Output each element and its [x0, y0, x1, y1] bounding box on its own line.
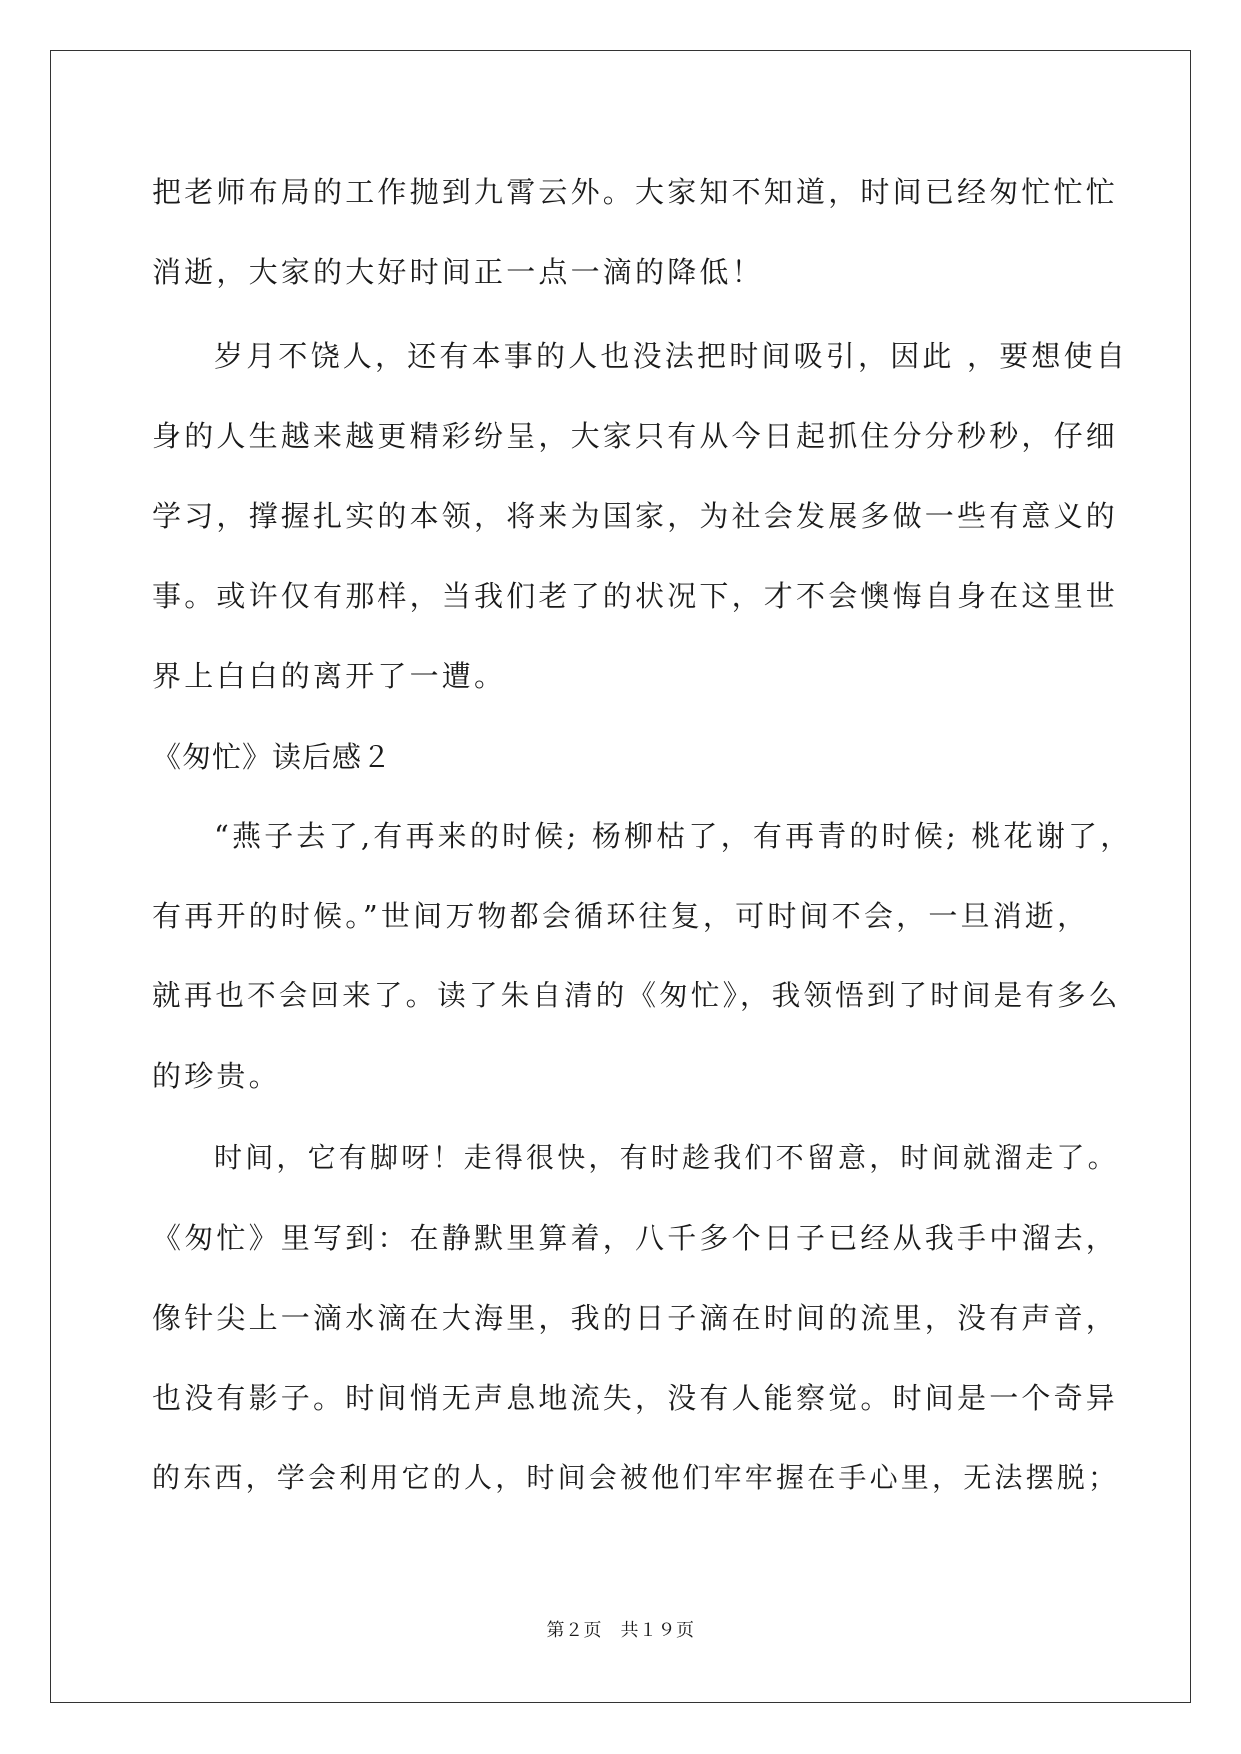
page-border	[50, 50, 1191, 1703]
text-line: 学习，撑握扎实的本领，将来为国家，为社会发展多做一些有意义的	[152, 499, 1119, 533]
text-line: 也没有影子。时间悄无声息地流失，没有人能察觉。时间是一个奇异	[152, 1381, 1119, 1415]
text-line: 《匆忙》里写到：在静默里算着，八千多个日子已经从我手中溜去，	[152, 1221, 1119, 1255]
text-line: 像针尖上一滴水滴在大海里，我的日子滴在时间的流里，没有声音，	[152, 1301, 1119, 1335]
text-line: 事。或许仅有那样，当我们老了的状况下，才不会懊悔自身在这里世	[152, 579, 1119, 613]
paragraph-start-line: 岁月不饶人，还有本事的人也没法把时间吸引，因此 ，要想使自	[214, 339, 1129, 373]
page-footer: 第２页 共１９页	[546, 1620, 695, 1641]
text-line: 界上白白的离开了一遭。	[152, 659, 507, 693]
text-line: 就再也不会回来了。读了朱自清的《匆忙》，我领悟到了时间是有多么	[152, 979, 1121, 1012]
text-line: 有再开的时候。”世间万物都会循环往复，可时间不会，一旦消逝，	[152, 899, 1090, 933]
text-line: 身的人生越来越更精彩纷呈，大家只有从今日起抓住分分秒秒，仔细	[152, 419, 1119, 453]
text-line: 的东西，学会利用它的人，时间会被他们牢牢握在手心里，无法摆脱；	[152, 1461, 1120, 1494]
section-heading: 《匆忙》读后感２	[152, 740, 393, 774]
paragraph-start-line: “燕子去了,有再来的时候; 杨柳枯了，有再青的时候; 桃花谢了，	[214, 819, 1133, 853]
text-line: 把老师布局的工作抛到九霄云外。大家知不知道，时间已经匆忙忙忙	[152, 175, 1119, 209]
paragraph-start-line: 时间，它有脚呀！走得很快，有时趁我们不留意，时间就溜走了。	[214, 1141, 1119, 1174]
text-line: 的珍贵。	[152, 1059, 281, 1093]
text-line: 消逝，大家的大好时间正一点一滴的降低！	[152, 255, 764, 289]
